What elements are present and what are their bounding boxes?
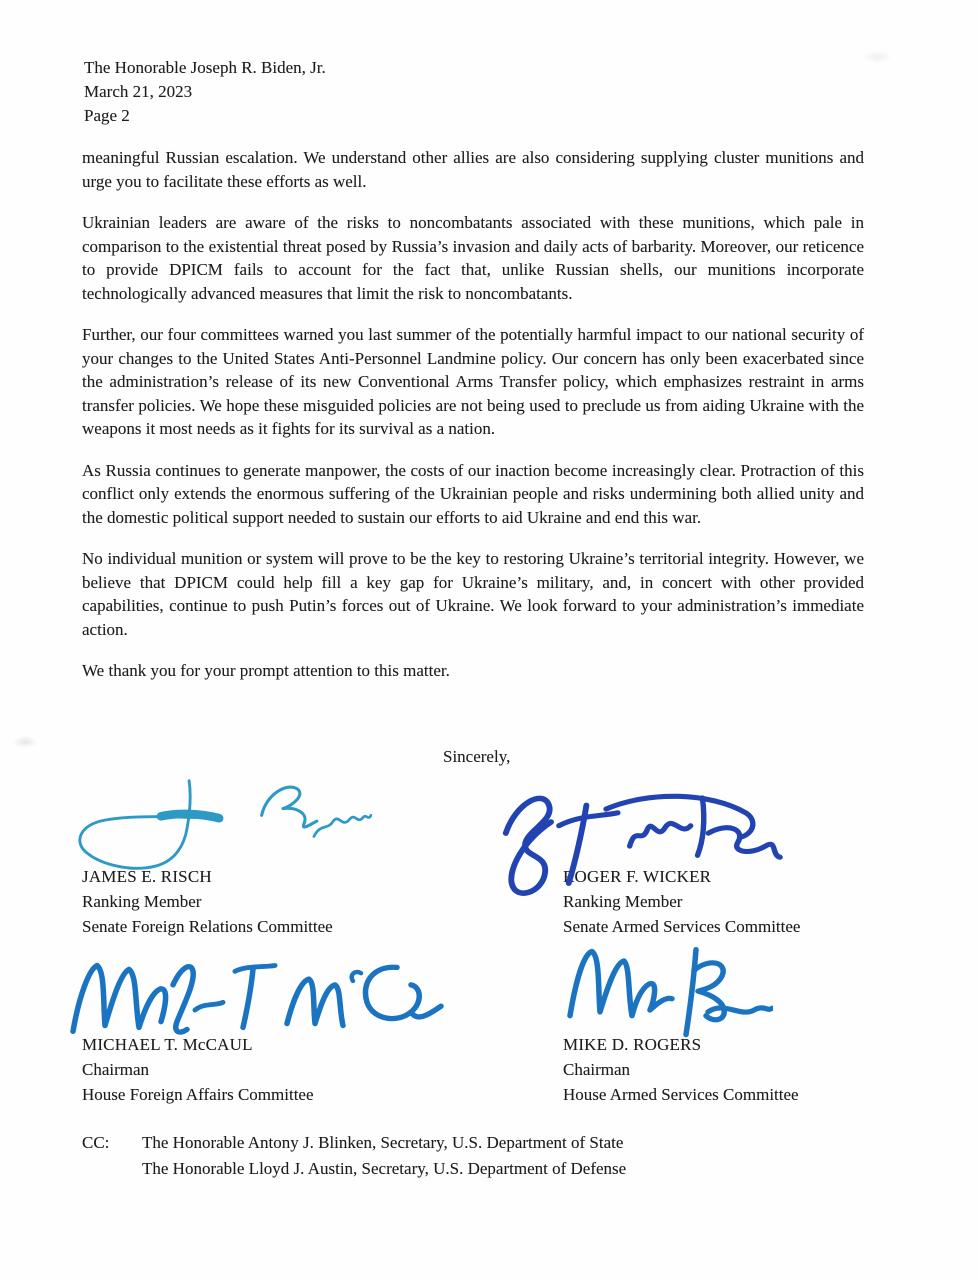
signer-committee: Senate Armed Services Committee xyxy=(563,917,801,936)
cc-entry-austin: The Honorable Lloyd J. Austin, Secretary, U.S. Department of Defense xyxy=(142,1159,627,1178)
paragraph-1: meaningful Russian escalation. We understand other allies are also considering supplying cluster munitions and urge you to facilitate these efforts as well. xyxy=(82,148,864,191)
signer-name: JAMES E. RISCH xyxy=(82,867,212,886)
signer-committee: Senate Foreign Relations Committee xyxy=(82,917,333,936)
signer-title: Chairman xyxy=(82,1060,150,1079)
signer-name: ROGER F. WICKER xyxy=(563,867,712,886)
paragraph-2: Ukrainian leaders are aware of the risks to noncombatants associated with these munitions, which pale in comparison to the existential threat posed by Russia’s invasion and daily acts of barbarity. Moreover, our reticence to provide DPICM fails to account for the fact that, unlike Russian shells, our munitions incorporate technologically advanced measures that limit the risk to noncombatants. xyxy=(82,213,864,303)
paragraph-6: We thank you for your prompt attention to this matter. xyxy=(82,661,450,680)
cc-entries xyxy=(142,1130,626,1182)
page-number-line: Page 2 xyxy=(84,106,130,125)
signature-block-risch xyxy=(82,864,333,939)
scan-smudge xyxy=(12,736,38,748)
cc-entry-blinken: The Honorable Antony J. Blinken, Secretary, U.S. Department of State xyxy=(142,1133,624,1152)
signer-name: MIKE D. ROGERS xyxy=(563,1035,702,1054)
signature-mike-rogers-image xyxy=(558,942,773,1046)
letter-body xyxy=(82,146,864,701)
signature-michael-mccaul-image xyxy=(65,950,445,1042)
closing-sincerely: Sincerely, xyxy=(443,747,511,766)
cc-block xyxy=(82,1130,626,1182)
signer-committee: House Foreign Affairs Committee xyxy=(82,1085,314,1104)
signer-committee: House Armed Services Committee xyxy=(563,1085,799,1104)
letter-header xyxy=(84,56,326,128)
signer-title: Ranking Member xyxy=(82,892,202,911)
signature-james-risch-image xyxy=(72,775,372,871)
paragraph-3: Further, our four committees warned you last summer of the potentially harmful impact to our national security of your changes to the United States Anti-Personnel Landmine policy. Our concern has only been exacerbated since the administration’s release of its new Conventional Arms Transfer policy, which emphasizes restraint in arms transfer policies. We hope these misguided policies are not being used to preclude us from aiding Ukraine with the weapons it most needs as it fights for its survival as a nation. xyxy=(82,325,864,438)
signer-title: Ranking Member xyxy=(563,892,683,911)
wicker-signature-strokes xyxy=(492,785,787,910)
rogers-signature-strokes xyxy=(558,942,773,1046)
paragraph-5: No individual munition or system will prove to be the key to restoring Ukraine’s territorial integrity. However, we believe that DPICM could help fill a key gap for Ukraine’s military, and, in concert with other provided capabilities, continue to push Putin’s forces out of Ukraine. We look forward to your administration’s immediate action. xyxy=(82,549,864,639)
mccaul-signature-strokes xyxy=(65,950,445,1042)
paragraph-4: As Russia continues to generate manpower, the costs of our inaction become increasingly clear. Protraction of this conflict only extends the enormous suffering of the Ukrainian people and risks undermining both allied unity and the domestic political support needed to sustain our efforts to aid Ukraine and end this war. xyxy=(82,460,864,527)
risch-signature-strokes xyxy=(72,775,372,871)
signature-block-mccaul xyxy=(82,1032,314,1107)
scan-smudge xyxy=(862,50,892,64)
cc-label: CC: xyxy=(82,1133,110,1152)
signature-roger-wicker-image xyxy=(492,785,787,910)
recipient-line: The Honorable Joseph R. Biden, Jr. xyxy=(84,58,326,77)
signer-title: Chairman xyxy=(563,1060,631,1079)
signer-name: MICHAEL T. McCAUL xyxy=(82,1035,253,1054)
date-line: March 21, 2023 xyxy=(84,82,193,101)
